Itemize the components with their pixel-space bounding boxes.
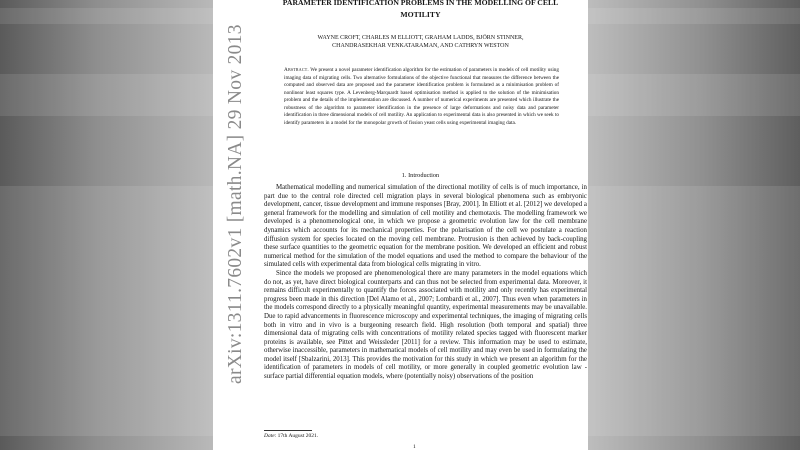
abstract: [284, 67, 559, 127]
date-label: Date: [264, 433, 275, 439]
date-footnote: [264, 433, 318, 439]
date-value: : 17th August 2021.: [274, 433, 319, 439]
body-text: [264, 184, 587, 382]
author-line: CHANDRASEKHAR VENKATARAMAN, AND CATHRYN WESTON: [332, 43, 509, 50]
paper-title: PARAMETER IDENTIFICATION PROBLEMS IN THE MODELLING OF CELL MOTILITY: [282, 0, 559, 19]
author-line: WAYNE CROFT, CHARLES M ELLIOTT, GRAHAM LADDS, BJÖRN STINNER,: [317, 35, 524, 41]
abstract-text: We present a novel parameter identification algorithm for the estimation of parameters in models of cell motility using imaging data of migrating cells. Two alternative formulations of the objective functional that measures the difference between the computed and observed data are proposed and the parameter identification problem is formulated as a minimisation problem of nonlinear least squares type. A Levenberg-Marquardt based optimisation method is applied to the solution of the minimisation problem and the details of the implementation are discussed. A number of numerical experiments are presented which illustrate the robustness of the algorithm to parameter identification in the presence of large deformations and noisy data and parameter identification in three dimensional models of cell motility. An application to experimental data is also presented in which we seek to identify parameters in a model for the monopolar growth of fission yeast cells using experimental imaging data.: [284, 67, 559, 126]
section-heading: 1. Introduction: [401, 172, 440, 179]
paragraph: Mathematical modelling and numerical simulation of the directional motility of cells is of much importance, in part due to the central role directed cell migration plays in several biological phenomena such as embryonic development, cancer, tissue development and immune responses [Bray, 2001]. In Elliott et al. [2012] we developed a general framework for the modelling and simulation of cell motility and chemotaxis. The modelling framework we developed is a phenomenological one, in which we propose a geometric evolution law for the cell membrane dynamics which accounts for its mechanical properties. For the polarisation of the cell we postulate a reaction diffusion system for species located on the moving cell membrane. Protrusion is then achieved by back-coupling these surface quantities to the geometric equation for the membrane position. We developed an efficient and robust numerical method for the simulation of the model equations and used the method to compare the behaviour of the simulated cells with experimental data from biological cells migrating in vitro.: [264, 184, 587, 269]
abstract-label: Abstract.: [284, 67, 309, 73]
footnote-rule: [264, 430, 312, 431]
arxiv-identifier: arXiv:1311.7602v1 [math.NA] 29 Nov 2013: [225, 24, 246, 384]
author-list: [269, 34, 572, 51]
paragraph: Since the models we proposed are phenomenological there are many parameters in the model equations which do not, as yet, have direct biological counterparts and can thus not be selected from experimental data. Moreover, it remains difficult experimentally to quantify the forces associated with motility and only recently has experimental progress been made in this direction [Del Alamo et al., 2007; Lombardi et al., 2007]. Thus even when parameters in the models correspond directly to a physically meaningful quantity, experimental measurements may be unavailable. Due to rapid advancements in fluorescence microscopy and experimental techniques, the imaging of migrating cells both in vitro and in vivo is a burgeoning research field. High resolution (both temporal and spatial) three dimensional data of migrating cells with concentrations of motility related species tagged with fluorescent marker proteins is available, see Pittet and Weissleder [2011] for a review. This information may be used to estimate, otherwise inaccessible, parameters in mathematical models of cell motility and may even be used in formulating the model itself [Sbalzarini, 2013]. This provides the motivation for this study in which we present an algorithm for the identification of parameters in models of cell motility, or more generally in coupled geometric evolution law - surface partial differential equation models, where (potentially noisy) observations of the position: [264, 269, 587, 381]
paper-page: [213, 0, 588, 450]
page-number: 1: [413, 444, 416, 450]
